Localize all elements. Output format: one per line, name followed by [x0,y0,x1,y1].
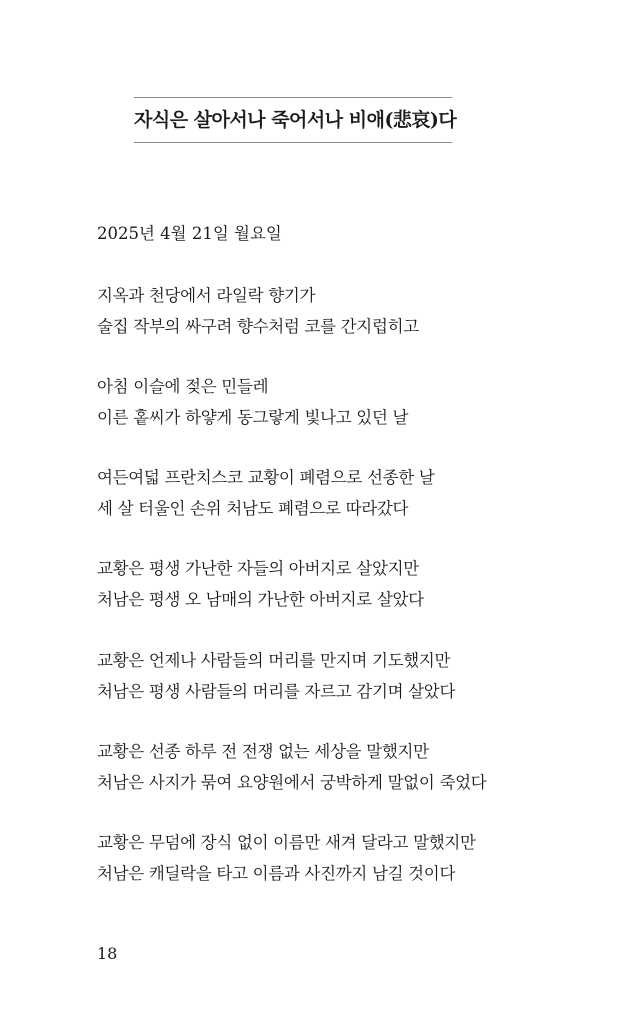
poem-line: 교황은 무덤에 장식 없이 이름만 새겨 달라고 말했지만 [97,833,476,852]
poem-line: 처남은 평생 오 남매의 가난한 아버지로 살았다 [97,590,424,609]
title-rule-top [134,97,452,98]
poem-line: 술집 작부의 싸구려 향수처럼 코를 간지럽히고 [97,317,419,336]
stanza [97,736,577,798]
poem-line: 세 살 터울인 손위 처남도 폐렴으로 따라갔다 [97,499,409,518]
poem-line: 이른 홑씨가 하얗게 동그랗게 빛나고 있던 날 [97,408,409,427]
page-number: 18 [97,944,118,963]
poem-line: 처남은 캐딜락을 타고 이름과 사진까지 남길 것이다 [97,864,456,883]
stanza [97,553,577,615]
poem-line: 처남은 사지가 묶여 요양원에서 궁박하게 말없이 죽었다 [97,773,487,792]
poem-line: 지옥과 천당에서 라일락 향기가 [97,286,316,305]
poem-line: 교황은 평생 가난한 자들의 아버지로 살았지만 [97,559,419,578]
stanza [97,645,577,707]
title-rule-bottom [134,142,452,143]
stanza [97,827,577,889]
poem-title: 자식은 살아서나 죽어서나 비애(悲哀)다 [134,109,457,131]
poem-line: 아침 이슬에 젖은 민들레 [97,377,269,396]
poem-line: 처남은 평생 사람들의 머리를 자르고 감기며 살았다 [97,682,456,701]
stanza [97,462,577,524]
stanza [97,280,577,342]
poem-date: 2025년 4월 21일 월요일 [97,224,282,243]
stanza [97,371,577,433]
poem-line: 교황은 선종 하루 전 전쟁 없는 세상을 말했지만 [97,742,429,761]
poem-line: 여든여덟 프란치스코 교황이 폐렴으로 선종한 날 [97,468,435,487]
poem-line: 교황은 언제나 사람들의 머리를 만지며 기도했지만 [97,651,451,670]
